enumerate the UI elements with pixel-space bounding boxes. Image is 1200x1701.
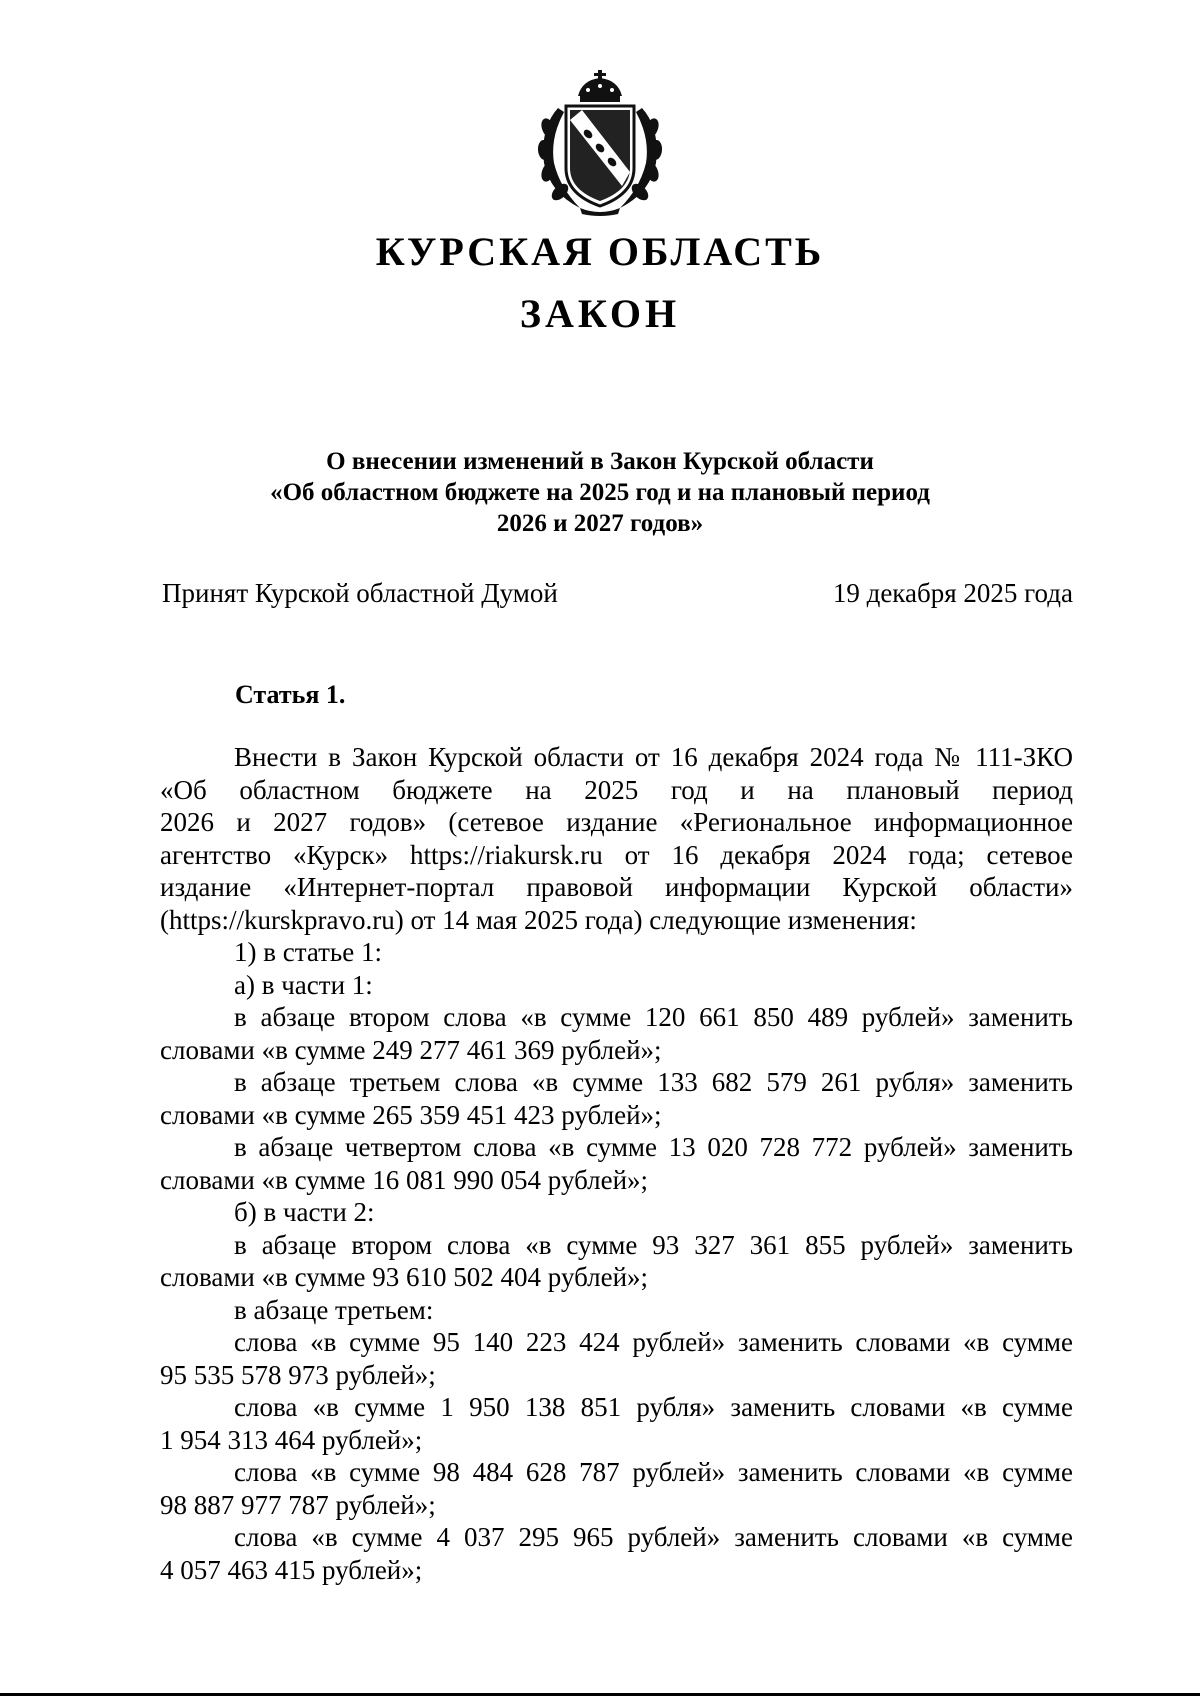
body-line: б) в части 2: bbox=[234, 1197, 375, 1227]
body-line: в абзаце третьем слова «в сумме 133 682 579 261 рубля» заменить bbox=[234, 1067, 1073, 1097]
body-paragraph bbox=[160, 1521, 1073, 1586]
body-line: агентство «Курск» https://riakursk.ru от 16 декабря 2024 года; сетевое bbox=[160, 839, 1073, 870]
body-paragraph bbox=[160, 1326, 1073, 1391]
body-line: словами «в сумме 249 277 461 369 рублей»; bbox=[160, 1034, 662, 1065]
body-line: в абзаце третьем: bbox=[234, 1294, 434, 1325]
body-paragraph bbox=[160, 741, 1073, 936]
body-paragraph bbox=[160, 969, 1073, 1002]
body-line: «Об областном бюджете на 2025 год и на плановый период bbox=[160, 774, 1073, 805]
body-line: Внести в Закон Курской области от 16 декабря 2024 года № 111-ЗКО bbox=[234, 742, 1073, 772]
body-line: 2026 и 2027 годов» (сетевое издание «Региональное информационное bbox=[160, 807, 1073, 837]
body-line: издание «Интернет-портал правовой информации Курской области» bbox=[160, 872, 1073, 902]
shield-icon bbox=[566, 106, 634, 206]
subject-line: 2026 и 2027 годов» bbox=[496, 510, 704, 537]
body-paragraph bbox=[160, 1066, 1073, 1131]
body-line: в абзаце втором слова «в сумме 93 327 361 855 рублей» заменить bbox=[234, 1229, 1073, 1260]
body-paragraph bbox=[160, 1391, 1073, 1456]
body-paragraph bbox=[160, 1131, 1073, 1196]
coat-of-arms-emblem bbox=[530, 68, 670, 218]
body-line: слова «в сумме 98 484 628 787 рублей» заменить словами «в сумме bbox=[234, 1457, 1073, 1487]
subject-line: О внесении изменений в Закон Курской области bbox=[326, 448, 874, 475]
body-paragraph bbox=[160, 1294, 1073, 1327]
document-type-title: ЗАКОН bbox=[519, 291, 681, 336]
body-line: слова «в сумме 95 140 223 424 рублей» заменить словами «в сумме bbox=[234, 1327, 1073, 1357]
body-paragraph bbox=[160, 1001, 1073, 1066]
body-line: 1) в статье 1: bbox=[234, 937, 382, 967]
adoption-date: 19 декабря 2025 года bbox=[832, 578, 1073, 608]
body-line: словами «в сумме 93 610 502 404 рублей»; bbox=[160, 1262, 649, 1292]
body-line: а) в части 1: bbox=[234, 969, 373, 1000]
region-title: КУРСКАЯ ОБЛАСТЬ bbox=[375, 229, 825, 274]
article-body bbox=[160, 741, 1073, 1586]
body-line: 4 057 463 415 рублей»; bbox=[160, 1554, 423, 1585]
body-line: в абзаце четвертом слова «в сумме 13 020 728 772 рублей» заменить bbox=[234, 1132, 1073, 1162]
body-paragraph bbox=[160, 1229, 1073, 1294]
body-line: 95 535 578 973 рублей»; bbox=[160, 1359, 436, 1390]
body-line: слова «в сумме 4 037 295 965 рублей» заменить словами «в сумме bbox=[234, 1522, 1073, 1552]
body-line: (https://kurskpravo.ru) от 14 мая 2025 года) следующие изменения: bbox=[160, 904, 917, 935]
law-subject bbox=[220, 446, 980, 539]
body-line: словами «в сумме 16 081 990 054 рублей»; bbox=[160, 1164, 649, 1195]
body-paragraph bbox=[160, 1456, 1073, 1521]
adopted-by: Принят Курской областной Думой bbox=[162, 578, 558, 608]
body-line: в абзаце втором слова «в сумме 120 661 850 489 рублей» заменить bbox=[234, 1002, 1073, 1032]
body-line: 1 954 313 464 рублей»; bbox=[160, 1424, 423, 1455]
subject-line: «Об областном бюджете на 2025 год и на плановый период bbox=[270, 479, 930, 506]
body-line: слова «в сумме 1 950 138 851 рубля» заменить словами «в сумме bbox=[234, 1392, 1073, 1422]
body-line: словами «в сумме 265 359 451 423 рублей»; bbox=[160, 1099, 662, 1130]
body-line: 98 887 977 787 рублей»; bbox=[160, 1489, 436, 1520]
scan-edge-line bbox=[0, 1693, 1200, 1696]
article-heading: Статья 1. bbox=[235, 680, 346, 709]
body-paragraph bbox=[160, 936, 1073, 969]
body-paragraph bbox=[160, 1196, 1073, 1229]
crown-icon bbox=[578, 70, 622, 102]
